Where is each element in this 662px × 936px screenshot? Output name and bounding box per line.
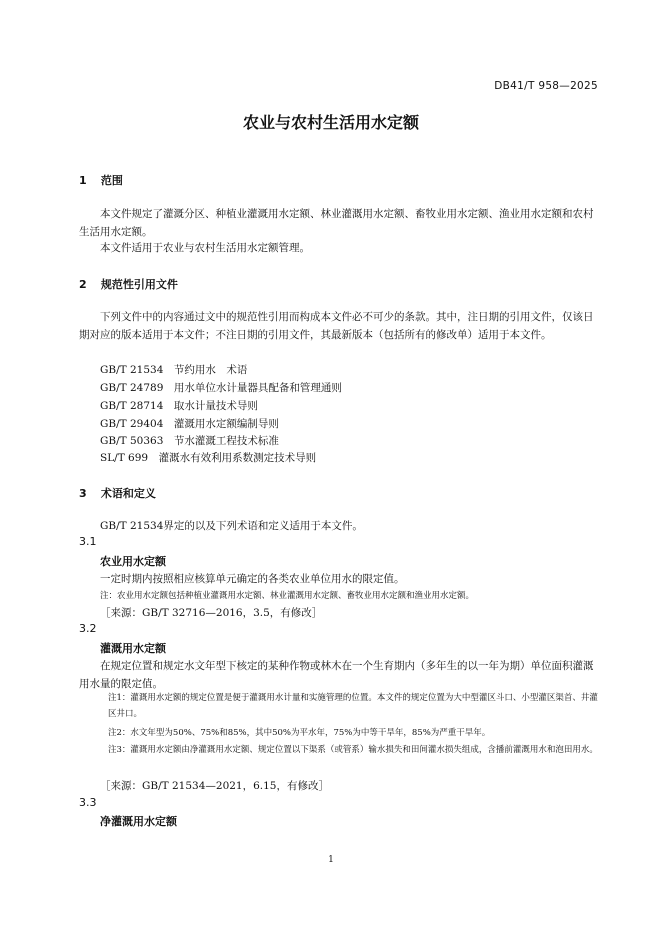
term-definition: 一定时期内按照相应核算单元确定的各类农业单位用水的限定值。 xyxy=(100,573,405,585)
term-number: 3.3 xyxy=(79,796,97,809)
note-label: 注1： xyxy=(108,693,131,703)
section-number: 1 xyxy=(79,174,87,187)
section-3-intro: GB/T 21534界定的以及下列术语和定义适用于本文件。 xyxy=(100,520,363,532)
reference-item: GB/T 29404 灌溉用水定额编制导则 xyxy=(100,418,279,430)
term-note xyxy=(108,725,600,741)
note-label: 注3： xyxy=(108,745,131,755)
reference-item: GB/T 21534 节约用水 术语 xyxy=(100,364,248,376)
reference-item: GB/T 24789 用水单位水计量器具配备和管理通则 xyxy=(100,382,342,394)
note-label: 注： xyxy=(100,591,118,601)
section-number: 2 xyxy=(79,278,87,291)
term-note xyxy=(108,690,600,722)
reference-item: GB/T 28714 取水计量技术导则 xyxy=(100,400,258,412)
term-definition: 在规定位置和规定水文年型下核定的某种作物或林木在一个生育期内（多年生的以一年为期）单位面积灌溉用水量的限定值。 xyxy=(79,660,594,690)
section-1-heading xyxy=(79,172,123,188)
note-text: 农业用水定额包括种植业灌溉用水定额、林业灌溉用水定额、畜牧业用水定额和渔业用水定额。 xyxy=(117,591,475,601)
term-name: 灌溉用水定额 xyxy=(100,642,166,655)
term-note xyxy=(108,742,600,758)
section-title: 规范性引用文件 xyxy=(100,278,178,291)
document-number: DB41/T 958—2025 xyxy=(494,80,598,92)
term-name: 净灌溉用水定额 xyxy=(100,815,177,828)
reference-item: SL/T 699 灌溉水有效利用系数测定技术导则 xyxy=(100,452,317,464)
note-label: 注2： xyxy=(108,728,131,738)
section-3-heading xyxy=(79,485,156,501)
section-title: 术语和定义 xyxy=(100,487,156,500)
document-title: 农业与农村生活用水定额 xyxy=(242,113,419,132)
reference-item: GB/T 50363 节水灌溉工程技术标准 xyxy=(100,435,279,447)
term-name: 农业用水定额 xyxy=(100,555,166,568)
section-2-paragraph: 下列文件中的内容通过文中的规范性引用而构成本文件必不可少的条款。其中，注日期的引用文件，仅该日期对应的版本适用于本文件；不注日期的引用文件，其最新版本（包括所有的修改单）适用于本文件。 xyxy=(79,311,594,341)
term-number: 3.2 xyxy=(79,622,97,635)
term-note xyxy=(100,588,474,604)
section-title: 范围 xyxy=(100,174,123,187)
section-number: 3 xyxy=(79,487,87,500)
note-text: 灌溉用水定额由净灌溉用水定额、规定位置以下渠系（或管系）输水损失和田间灌水损失组成，含播前灌溉用水和泡田用水。 xyxy=(130,745,598,755)
section-2-heading xyxy=(79,276,178,292)
page-number: 1 xyxy=(328,855,334,865)
note-text: 灌溉用水定额的规定位置是便于灌溉用水计量和实施管理的位置。本文件的规定位置为大中型灌区斗口、小型灌区渠首、井灌区井口。 xyxy=(108,693,598,719)
section-1-paragraph-1: 本文件规定了灌溉分区、种植业灌溉用水定额、林业灌溉用水定额、畜牧业用水定额、渔业用水定额和农村生活用水定额。 xyxy=(79,208,594,238)
term-source: ［来源：GB/T 32716—2016，3.5，有修改］ xyxy=(100,607,323,619)
term-number: 3.1 xyxy=(79,535,97,548)
term-source: ［来源：GB/T 21534—2021，6.15，有修改］ xyxy=(100,780,329,792)
section-1-paragraph-2: 本文件适用于农业与农村生活用水定额管理。 xyxy=(100,242,310,254)
note-text: 水文年型为50%、75%和85%，其中50%为平水年，75%为中等干旱年，85%为严重干旱年。 xyxy=(130,728,491,738)
